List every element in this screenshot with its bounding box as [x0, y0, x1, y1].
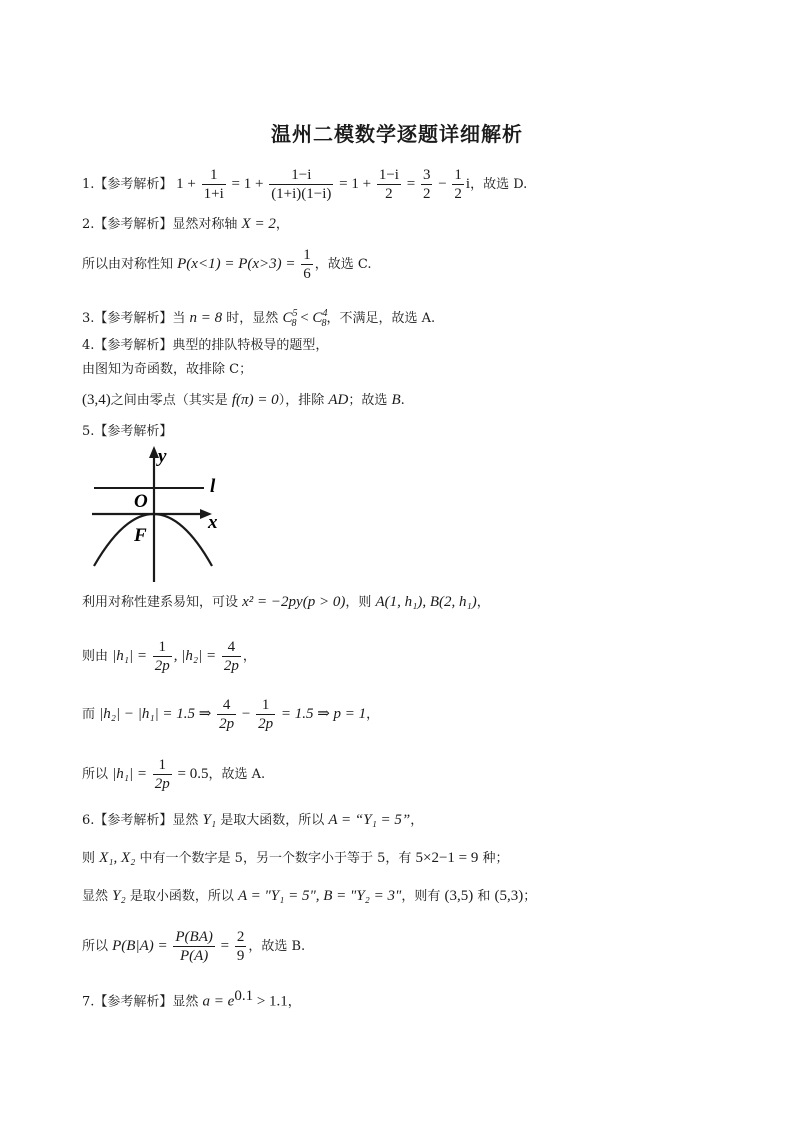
- q5-answer: ，故选 A.: [208, 767, 266, 782]
- q3-comb-b: $C^4_8$: [312, 308, 328, 329]
- q4-text: ），排除: [278, 393, 329, 408]
- x-axis-label: x: [208, 512, 218, 533]
- q1-answer: ，故选 D.: [470, 176, 528, 192]
- q5-text: 利用对称性建系易知，可设: [82, 595, 243, 610]
- q5-frac: $\frac{1}{2p}$: [258, 697, 274, 732]
- q6-frac: $\frac{2}{9}$: [236, 929, 245, 964]
- q3-lt: <: [296, 310, 313, 326]
- q2-math: X = 2: [241, 216, 276, 232]
- q6-math: P(B|A) =: [112, 938, 172, 954]
- q3-text: 当: [172, 311, 190, 326]
- q3-math: n = 8: [189, 310, 223, 326]
- q2-line-1: [82, 214, 289, 235]
- q6-tail: ，: [410, 813, 424, 828]
- page-title: 温州二模数学逐题详细解析: [271, 122, 523, 146]
- q6-math: Y₂: [112, 888, 126, 904]
- q2-text: 所以由对称性知: [82, 257, 178, 272]
- q5-math: , |h₂| =: [173, 648, 220, 664]
- q6-text: 和: [473, 889, 495, 904]
- q6-text: 所以: [82, 939, 113, 954]
- q5-line-1: [82, 592, 490, 613]
- q4-line-3: [82, 390, 405, 411]
- q6-line-1: [82, 810, 423, 831]
- q6-text: 中有一个数字是 5，另一个数字小于等于 5，有: [135, 851, 416, 866]
- q1-frac-2: $\frac{1-i}{(1+i)(1-i)}$: [271, 167, 332, 202]
- q5-line-2: [82, 638, 256, 675]
- q4-options: AD: [328, 392, 349, 408]
- q1-frac-4: $\frac{3}{2}$: [422, 167, 431, 202]
- q6-frac: $\frac{P(BA)}{P(A)}$: [175, 929, 213, 964]
- q5-text: 而: [82, 707, 100, 722]
- q7-label: 7.【参考解析】: [82, 994, 173, 1010]
- q7-tail: ，: [287, 994, 301, 1010]
- q5-line-3: [82, 696, 379, 733]
- q5-frac: $\frac{1}{2p}$: [154, 639, 170, 674]
- q7-line: [82, 986, 301, 1012]
- q1-term: −: [434, 175, 451, 192]
- q6-answer: ，故选 B.: [248, 939, 306, 954]
- q1-line: [82, 166, 527, 203]
- q1-frac-1: $\frac{1}{1+i}$: [203, 167, 224, 202]
- q4-interval: (3,4): [82, 392, 111, 408]
- q1-term: 1 +: [176, 175, 200, 192]
- q6-math: X₁, X₂: [99, 850, 136, 866]
- q3-answer: ，不满足，故选 A.: [326, 311, 436, 326]
- q6-tail: ；: [523, 889, 537, 904]
- q4-line-2: 由图知为奇函数，故排除 C；: [82, 362, 253, 377]
- q6-line-2: [82, 848, 509, 869]
- q4-period: .: [400, 393, 405, 408]
- q5-math: |h₁| =: [112, 648, 151, 664]
- q5-math: = 1.5 ⇒ p = 1: [277, 706, 367, 722]
- q4-label: 4.【参考解析】: [82, 338, 173, 353]
- q2-tail: ，: [275, 217, 289, 232]
- q6-line-3: [82, 886, 536, 907]
- q7-exponent: 0.1: [234, 988, 254, 1004]
- q5-frac: $\frac{1}{2p}$: [154, 757, 170, 792]
- q3-label: 3.【参考解析】: [82, 311, 173, 326]
- q6-text: 显然: [172, 813, 203, 828]
- q7-math: > 1.1: [253, 993, 288, 1010]
- q5-tail: ，: [366, 707, 380, 722]
- q5-frac: $\frac{4}{2p}$: [219, 697, 235, 732]
- q4-answer: B: [391, 392, 401, 408]
- q4-line-1: [82, 336, 328, 356]
- q4-text: ；故选: [348, 393, 392, 408]
- q7-text: 显然: [172, 994, 203, 1010]
- q1-term: =: [402, 175, 419, 192]
- q2-label: 2.【参考解析】: [82, 217, 173, 232]
- q1-label: 1.【参考解析】: [82, 176, 173, 192]
- q2-line-2: [82, 246, 372, 283]
- q5-text: 则由: [82, 649, 113, 664]
- q3-comb-a: $C^5_8$: [282, 308, 298, 329]
- q4-text: 之间由零点（其实是: [110, 393, 232, 408]
- q6-pair: (5,3): [494, 888, 524, 904]
- q5-text: 所以: [82, 767, 113, 782]
- q5-text: ，则: [345, 595, 376, 610]
- q5-math: = 0.5: [173, 766, 209, 782]
- q1-term: = 1 +: [335, 175, 375, 192]
- q5-tail: ，: [242, 649, 256, 664]
- parabola-graph: [84, 444, 234, 584]
- q5-math: |h₂| − |h₁| = 1.5 ⇒: [99, 706, 216, 722]
- q1-term: = 1 +: [227, 175, 268, 192]
- q3-text: 时，显然: [222, 311, 283, 326]
- q1-frac-3: $\frac{1-i}{2}$: [378, 167, 399, 202]
- q6-tail: 种；: [478, 851, 509, 866]
- y-axis-label: y: [158, 446, 167, 467]
- q5-math: −: [238, 706, 255, 722]
- q7-math: a = e: [202, 993, 235, 1010]
- q1-frac-5: $\frac{1}{2}$: [454, 167, 462, 202]
- q5-points: A(1, h₁), B(2, h₁): [375, 594, 477, 610]
- q5-line-4: [82, 756, 265, 793]
- q6-math: Y₁: [202, 812, 217, 828]
- q6-text: 显然: [82, 889, 113, 904]
- q6-text: 是取小函数，所以: [125, 889, 238, 904]
- q5-label: 5.【参考解析】: [82, 424, 173, 439]
- q6-text: ，则有: [401, 889, 445, 904]
- q2-frac: $\frac{1}{6}$: [303, 247, 311, 282]
- q4-text: 典型的排队特极导的题型，: [172, 338, 329, 353]
- q6-pair: (3,5): [444, 888, 474, 904]
- q5-math: |h₁| =: [112, 766, 151, 782]
- q3-line: [82, 304, 435, 334]
- q6-text: 则: [82, 851, 100, 866]
- q6-text: 是取大函数，所以: [216, 813, 329, 828]
- q4-math: f(π) = 0: [231, 392, 279, 408]
- q2-text: 显然对称轴: [172, 217, 242, 232]
- q6-math: A = "Y₁ = 5", B = "Y₂ = 3": [237, 888, 402, 904]
- q2-math: P(x<1) = P(x>3) =: [177, 256, 300, 272]
- q5-math: x² = −2py(p > 0): [242, 594, 346, 610]
- q6-math: 5×2−1 = 9: [415, 850, 479, 866]
- q1-term: i: [465, 175, 471, 192]
- q5-tail: ，: [476, 595, 490, 610]
- q2-answer: ，故选 C.: [314, 257, 372, 272]
- q6-math: A = “Y₁ = 5”: [328, 812, 411, 828]
- q5-frac: $\frac{4}{2p}$: [223, 639, 239, 674]
- origin-label: O: [134, 491, 148, 512]
- q6-label: 6.【参考解析】: [82, 813, 173, 828]
- q6-line-4: [82, 928, 305, 965]
- focus-label: F: [134, 525, 147, 546]
- line-l-label: l: [210, 476, 216, 497]
- q6-math: =: [216, 938, 233, 954]
